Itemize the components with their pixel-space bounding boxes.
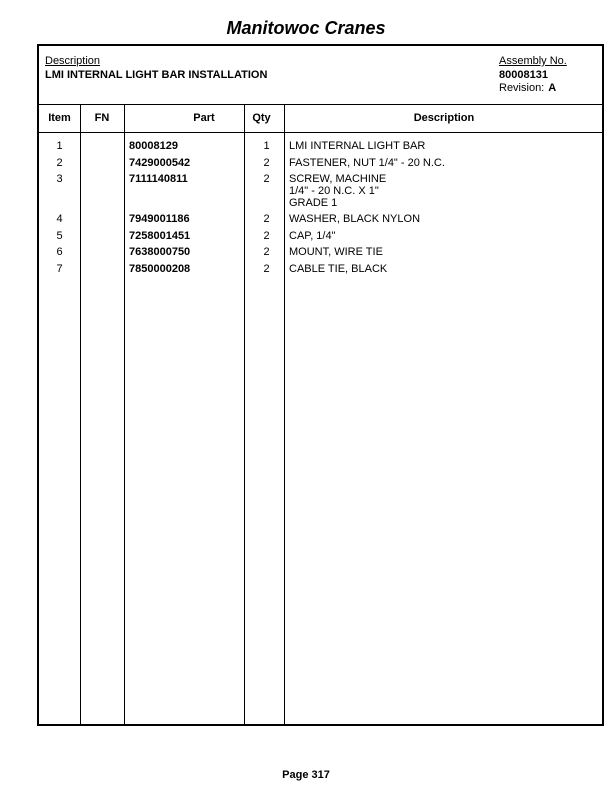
item-number: 5 — [56, 229, 63, 242]
column-header-part: Part — [193, 112, 215, 124]
part-description-line: CABLE TIE, BLACK — [289, 262, 388, 275]
column-header-item: Item — [48, 112, 71, 124]
part-description — [289, 140, 599, 152]
table-row — [39, 140, 602, 157]
part-description — [289, 263, 599, 275]
part-number: 7111140811 — [129, 173, 188, 185]
table-row — [39, 157, 602, 174]
column-header-qty: Qty — [252, 112, 271, 124]
assembly-description: LMI INTERNAL LIGHT BAR INSTALLATION — [45, 69, 268, 81]
part-number: 7850000208 — [129, 262, 191, 275]
quantity: 2 — [263, 213, 270, 225]
item-number: 6 — [56, 246, 63, 258]
table-row — [39, 246, 602, 263]
quantity: 2 — [263, 262, 270, 275]
parts-list-frame — [37, 44, 604, 726]
part-description — [289, 173, 599, 209]
item-number: 1 — [56, 140, 63, 152]
quantity: 2 — [263, 173, 270, 185]
quantity: 1 — [263, 140, 270, 152]
quantity: 2 — [263, 156, 270, 169]
part-description-line: CAP, 1/4" — [289, 229, 336, 242]
table-row — [39, 263, 602, 280]
part-number: 7949001186 — [129, 213, 190, 225]
table-row — [39, 213, 602, 230]
part-description-line: WASHER, BLACK NYLON — [289, 213, 421, 225]
table-row — [39, 173, 602, 213]
assembly-header — [39, 46, 602, 105]
item-number: 4 — [56, 213, 63, 225]
part-number: 7429000542 — [129, 156, 191, 169]
item-number: 7 — [56, 262, 63, 275]
description-label: Description — [45, 55, 101, 67]
column-header-fn: FN — [94, 112, 110, 124]
item-number: 2 — [56, 156, 63, 169]
part-description-line: 1/4" - 20 N.C. X 1" — [289, 185, 379, 197]
assembly-number-label: Assembly No. — [499, 55, 567, 67]
part-description — [289, 157, 599, 169]
item-number: 3 — [56, 173, 63, 185]
brand-title: Manitowoc Cranes — [226, 18, 386, 38]
page-number: Page 317 — [282, 769, 330, 781]
part-description-line: GRADE 1 — [289, 197, 338, 209]
part-number: 80008129 — [129, 140, 178, 152]
revision-value: A — [548, 82, 557, 94]
quantity: 2 — [263, 246, 270, 258]
part-description-line: LMI INTERNAL LIGHT BAR — [289, 140, 426, 152]
part-description-line: MOUNT, WIRE TIE — [289, 246, 383, 258]
assembly-number: 80008131 — [499, 69, 548, 81]
revision — [499, 82, 556, 94]
part-number: 7638000750 — [129, 246, 191, 258]
part-description — [289, 213, 599, 225]
part-number: 7258001451 — [129, 229, 191, 242]
quantity: 2 — [263, 229, 270, 242]
part-description — [289, 230, 599, 242]
revision-label: Revision: — [499, 82, 545, 94]
parts-rows — [39, 140, 602, 279]
part-description-line: FASTENER, NUT 1/4" - 20 N.C. — [289, 156, 445, 169]
part-description-line: SCREW, MACHINE — [289, 173, 387, 185]
table-row — [39, 230, 602, 247]
column-header-description: Description — [413, 112, 475, 124]
part-description — [289, 246, 599, 258]
